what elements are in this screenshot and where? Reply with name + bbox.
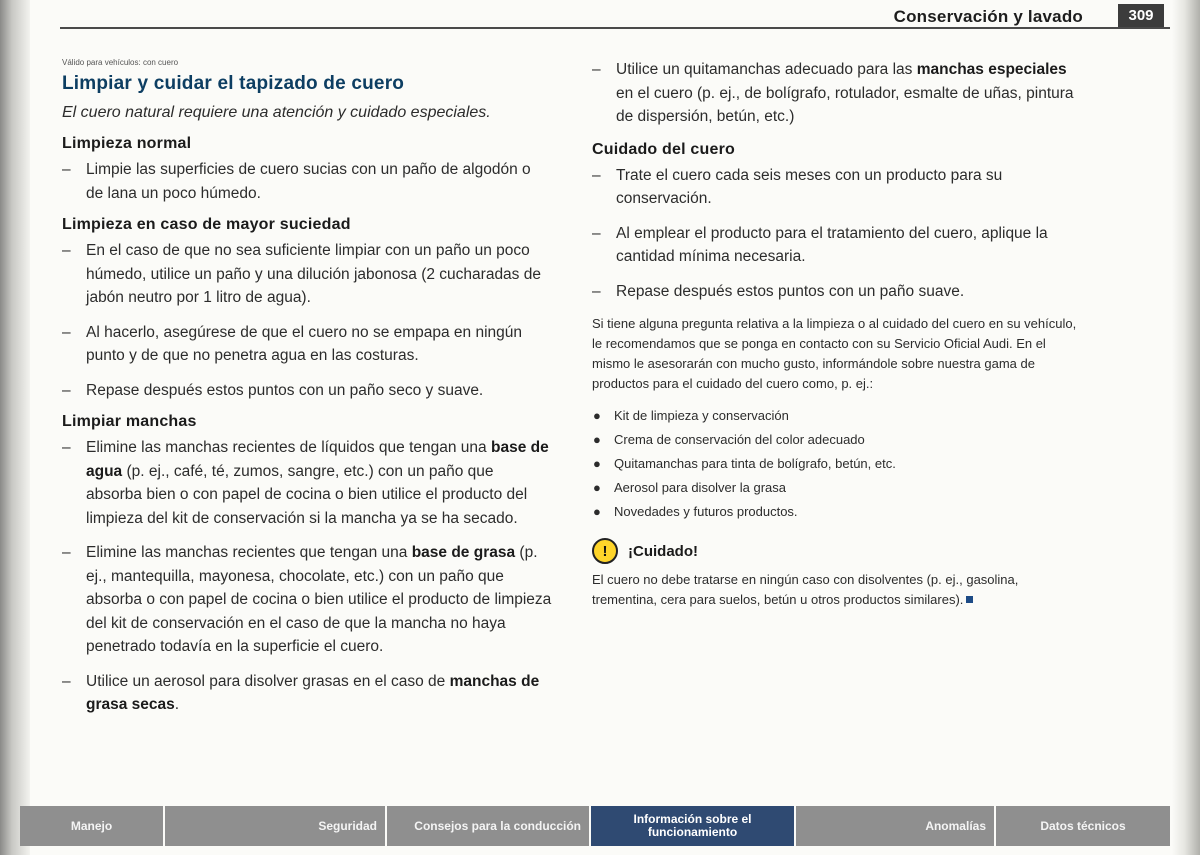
running-header-title: Conservación y lavado [893, 7, 1083, 26]
list-item: – Limpie las superficies de cuero sucias con un paño de algodón o de lana un poco húmedo. [62, 158, 552, 205]
list-item: – Utilice un quitamanchas adecuado para las manchas especiales en el cuero (p. ej., de bolígrafo, rotulador, esmalte de uñas, pintura de dispersión, betún, etc.) [592, 58, 1082, 129]
end-square-icon [966, 596, 973, 603]
list-item: – Al hacerlo, asegúrese de que el cuero no se empapa en ningún punto y de que no penetra agua en las costuras. [62, 321, 552, 368]
caution-text: El cuero no debe tratarse en ningún caso con disolventes (p. ej., gasolina, trementina, cera para suelos, betún u otros productos similares). [592, 572, 1019, 607]
page-edge-shadow [1172, 0, 1200, 855]
dash-marker: – [62, 323, 71, 341]
list-item: ● Kit de limpieza y conservación [592, 404, 1082, 428]
section-title: Limpiar y cuidar el tapizado de cuero [62, 73, 405, 94]
chapter-tab-bar [20, 806, 1170, 846]
list-item: – En el caso de que no sea suficiente limpiar con un paño un poco húmedo, utilice un paño y una dilución jabonosa (2 cucharadas de jabón neutro por 1 litro de agua). [62, 239, 552, 310]
warning-circle-icon: ! [592, 538, 618, 564]
dash-marker: – [62, 381, 71, 399]
tab-manejo[interactable]: Manejo [20, 806, 165, 846]
list-item: – Elimine las manchas recientes de líquidos que tengan una base de agua (p. ej., café, té, zumos, sangre, etc.) con un paño que absorba bien o con papel de cocina o bien utilice el producto del limpieza del kit de conservación si la mancha ya se ha secado. [62, 436, 552, 530]
caution-title: ¡Cuidado! [628, 542, 698, 560]
list-item: ● Novedades y futuros productos. [592, 500, 1082, 524]
list-item: – Al emplear el producto para el tratamiento del cuero, aplique la cantidad mínima necesaria. [592, 222, 1082, 269]
heading-leather-care: Cuidado del cuero [592, 140, 735, 158]
tab-consejos-conduccion[interactable]: Consejos para la conducción [387, 806, 591, 846]
list-item: ● Aerosol para disolver la grasa [592, 476, 1082, 500]
list-item: ● Quitamanchas para tinta de bolígrafo, betún, etc. [592, 452, 1082, 476]
tab-anomalias[interactable]: Anomalías [796, 806, 996, 846]
tab-datos-tecnicos[interactable]: Datos técnicos [1040, 818, 1126, 833]
dash-marker: – [62, 439, 71, 456]
caution-header [592, 538, 1082, 564]
left-column [62, 58, 552, 728]
list-item: – Trate el cuero cada seis meses con un producto para su conservación. [592, 164, 1082, 211]
heading-stains: Limpiar manchas [62, 413, 197, 430]
header-rule [60, 27, 1170, 29]
right-column [592, 58, 1082, 610]
bullet-dot-icon: ● [593, 504, 601, 519]
tab-seguridad[interactable]: Seguridad [165, 806, 387, 846]
dash-marker: – [592, 282, 601, 300]
dash-marker: – [62, 161, 71, 178]
page-binding-shadow [0, 0, 30, 855]
product-list [592, 404, 1082, 524]
info-paragraph: Si tiene alguna pregunta relativa a la limpieza o al cuidado del cuero en su vehículo, le recomendamos que se ponga en contacto con su Servicio Oficial Audi. En el mismo le asesorarán con mucho gusto, informándole sobre nuestra gama de productos para el cuidado del cuero como, p. ej.: [592, 316, 1077, 391]
list-item: – Repase después estos puntos con un paño suave. [592, 280, 1082, 304]
list-item: ● Crema de conservación del color adecuado [592, 428, 1082, 452]
intro-text: El cuero natural requiere una atención y cuidado especiales. [62, 104, 491, 121]
dash-marker: – [592, 224, 601, 242]
heading-normal-cleaning: Limpieza normal [62, 135, 192, 152]
bullet-dot-icon: ● [593, 480, 601, 495]
page-number: 309 [1118, 4, 1164, 28]
bullet-dot-icon: ● [593, 432, 601, 447]
dash-marker: – [62, 672, 71, 690]
bullet-dot-icon: ● [593, 408, 601, 423]
bullet-dot-icon: ● [593, 456, 601, 471]
applicability-note: Válido para vehículos: con cuero [62, 58, 179, 67]
list-item: – Repase después estos puntos con un paño seco y suave. [62, 379, 552, 403]
dash-marker: – [62, 242, 71, 259]
heading-heavy-dirt: Limpieza en caso de mayor suciedad [62, 216, 351, 233]
list-item: – Utilice un aerosol para disolver grasas en el caso de manchas de grasa secas. [62, 670, 552, 717]
dash-marker: – [592, 61, 601, 78]
tab-informacion-funcionamiento[interactable]: Información sobre el funcionamiento [591, 806, 796, 846]
dash-marker: – [62, 544, 71, 561]
dash-marker: – [592, 166, 601, 184]
list-item: – Elimine las manchas recientes que tengan una base de grasa (p. ej., mantequilla, mayonesa, chocolate, etc.) con un paño que absorba o con papel de cocina o bien utilice el producto de limpieza del kit de conservación en el caso de que la mancha no haya penetrado todavía en la superficie el cuero. [62, 541, 552, 659]
